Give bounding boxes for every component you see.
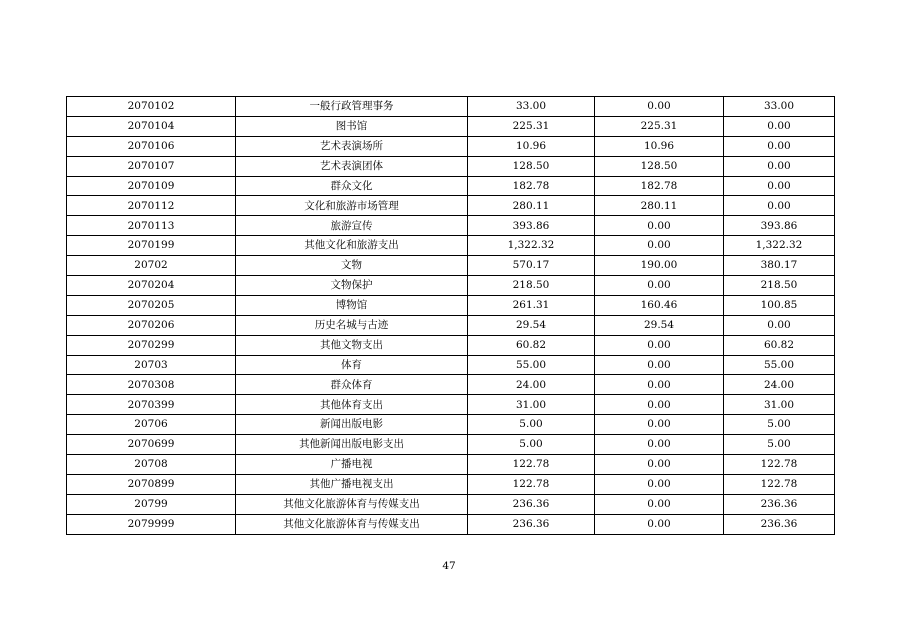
row-value-3: 5.00 (724, 415, 835, 435)
row-value-2: 0.00 (595, 375, 724, 395)
row-value-1: 5.00 (468, 435, 595, 455)
row-value-1: 236.36 (468, 494, 595, 514)
row-value-3: 236.36 (724, 514, 835, 534)
row-value-1: 570.17 (468, 256, 595, 276)
row-value-3: 5.00 (724, 435, 835, 455)
table-row (67, 455, 835, 475)
row-value-1: 122.78 (468, 474, 595, 494)
row-value-2: 0.00 (595, 494, 724, 514)
row-value-3: 0.00 (724, 196, 835, 216)
row-code: 2070113 (67, 216, 236, 236)
row-value-2: 128.50 (595, 156, 724, 176)
row-value-3: 122.78 (724, 474, 835, 494)
table-row (67, 136, 835, 156)
row-value-2: 10.96 (595, 136, 724, 156)
row-code: 2070899 (67, 474, 236, 494)
table-body (67, 97, 835, 535)
row-value-2: 0.00 (595, 474, 724, 494)
row-value-1: 261.31 (468, 295, 595, 315)
row-value-1: 280.11 (468, 196, 595, 216)
row-value-2: 0.00 (595, 395, 724, 415)
table-row (67, 216, 835, 236)
row-name: 其他文化和旅游支出 (236, 236, 468, 256)
row-name: 广播电视 (236, 455, 468, 475)
row-name: 其他新闻出版电影支出 (236, 435, 468, 455)
table-row (67, 276, 835, 296)
row-code: 2070109 (67, 176, 236, 196)
row-value-2: 29.54 (595, 315, 724, 335)
row-name: 群众文化 (236, 176, 468, 196)
row-value-3: 100.85 (724, 295, 835, 315)
budget-table (66, 96, 835, 535)
row-name: 其他文物支出 (236, 335, 468, 355)
table-row (67, 315, 835, 335)
row-value-3: 0.00 (724, 315, 835, 335)
table-row (67, 415, 835, 435)
row-value-1: 33.00 (468, 97, 595, 117)
row-value-2: 0.00 (595, 276, 724, 296)
row-value-1: 1,322.32 (468, 236, 595, 256)
row-value-3: 122.78 (724, 455, 835, 475)
row-value-3: 236.36 (724, 494, 835, 514)
row-name: 群众体育 (236, 375, 468, 395)
row-name: 图书馆 (236, 116, 468, 136)
table-row (67, 335, 835, 355)
row-name: 新闻出版电影 (236, 415, 468, 435)
row-name: 艺术表演团体 (236, 156, 468, 176)
row-name: 一般行政管理事务 (236, 97, 468, 117)
row-code: 2079999 (67, 514, 236, 534)
row-value-3: 218.50 (724, 276, 835, 296)
row-value-1: 182.78 (468, 176, 595, 196)
row-value-1: 5.00 (468, 415, 595, 435)
row-value-3: 380.17 (724, 256, 835, 276)
row-value-3: 24.00 (724, 375, 835, 395)
row-value-1: 236.36 (468, 514, 595, 534)
row-value-2: 225.31 (595, 116, 724, 136)
row-value-2: 0.00 (595, 335, 724, 355)
row-value-3: 393.86 (724, 216, 835, 236)
row-code: 2070399 (67, 395, 236, 415)
row-value-1: 10.96 (468, 136, 595, 156)
row-value-2: 0.00 (595, 97, 724, 117)
row-value-2: 0.00 (595, 236, 724, 256)
table-row (67, 295, 835, 315)
row-value-2: 280.11 (595, 196, 724, 216)
row-value-1: 128.50 (468, 156, 595, 176)
row-name: 旅游宣传 (236, 216, 468, 236)
row-code: 2070199 (67, 236, 236, 256)
table-row (67, 176, 835, 196)
page-number: 47 (442, 560, 456, 572)
row-value-2: 182.78 (595, 176, 724, 196)
row-value-2: 0.00 (595, 355, 724, 375)
table-row (67, 395, 835, 415)
row-value-3: 0.00 (724, 176, 835, 196)
row-code: 2070699 (67, 435, 236, 455)
row-name: 其他文化旅游体育与传媒支出 (236, 494, 468, 514)
row-value-3: 0.00 (724, 156, 835, 176)
row-code: 2070206 (67, 315, 236, 335)
row-code: 2070104 (67, 116, 236, 136)
table-row (67, 514, 835, 534)
row-value-2: 190.00 (595, 256, 724, 276)
row-value-1: 31.00 (468, 395, 595, 415)
row-code: 20703 (67, 355, 236, 375)
table-row (67, 474, 835, 494)
row-code: 20799 (67, 494, 236, 514)
row-name: 体育 (236, 355, 468, 375)
table-row (67, 256, 835, 276)
row-value-2: 0.00 (595, 455, 724, 475)
row-value-2: 0.00 (595, 514, 724, 534)
row-value-3: 1,322.32 (724, 236, 835, 256)
table-row (67, 156, 835, 176)
row-code: 2070106 (67, 136, 236, 156)
row-value-1: 393.86 (468, 216, 595, 236)
row-value-3: 60.82 (724, 335, 835, 355)
row-code: 20702 (67, 256, 236, 276)
row-name: 文物 (236, 256, 468, 276)
row-code: 20708 (67, 455, 236, 475)
row-value-1: 60.82 (468, 335, 595, 355)
row-value-3: 0.00 (724, 136, 835, 156)
row-name: 其他体育支出 (236, 395, 468, 415)
row-value-1: 122.78 (468, 455, 595, 475)
row-name: 艺术表演场所 (236, 136, 468, 156)
row-code: 2070308 (67, 375, 236, 395)
table-row (67, 196, 835, 216)
row-value-2: 160.46 (595, 295, 724, 315)
row-value-3: 0.00 (724, 116, 835, 136)
row-value-2: 0.00 (595, 435, 724, 455)
row-value-1: 225.31 (468, 116, 595, 136)
row-code: 2070204 (67, 276, 236, 296)
row-name: 博物馆 (236, 295, 468, 315)
row-value-3: 33.00 (724, 97, 835, 117)
row-value-3: 31.00 (724, 395, 835, 415)
row-value-1: 55.00 (468, 355, 595, 375)
row-name: 文化和旅游市场管理 (236, 196, 468, 216)
row-value-1: 24.00 (468, 375, 595, 395)
row-value-2: 0.00 (595, 415, 724, 435)
row-value-3: 55.00 (724, 355, 835, 375)
row-value-1: 29.54 (468, 315, 595, 335)
table-row (67, 494, 835, 514)
table-row (67, 355, 835, 375)
row-code: 2070102 (67, 97, 236, 117)
row-name: 其他文化旅游体育与传媒支出 (236, 514, 468, 534)
table-row (67, 435, 835, 455)
row-value-2: 0.00 (595, 216, 724, 236)
row-name: 其他广播电视支出 (236, 474, 468, 494)
table-row (67, 97, 835, 117)
row-code: 2070205 (67, 295, 236, 315)
table-row (67, 116, 835, 136)
table-row (67, 375, 835, 395)
row-code: 2070112 (67, 196, 236, 216)
row-value-1: 218.50 (468, 276, 595, 296)
table-row (67, 236, 835, 256)
row-code: 20706 (67, 415, 236, 435)
row-name: 文物保护 (236, 276, 468, 296)
row-code: 2070107 (67, 156, 236, 176)
row-code: 2070299 (67, 335, 236, 355)
row-name: 历史名城与古迹 (236, 315, 468, 335)
